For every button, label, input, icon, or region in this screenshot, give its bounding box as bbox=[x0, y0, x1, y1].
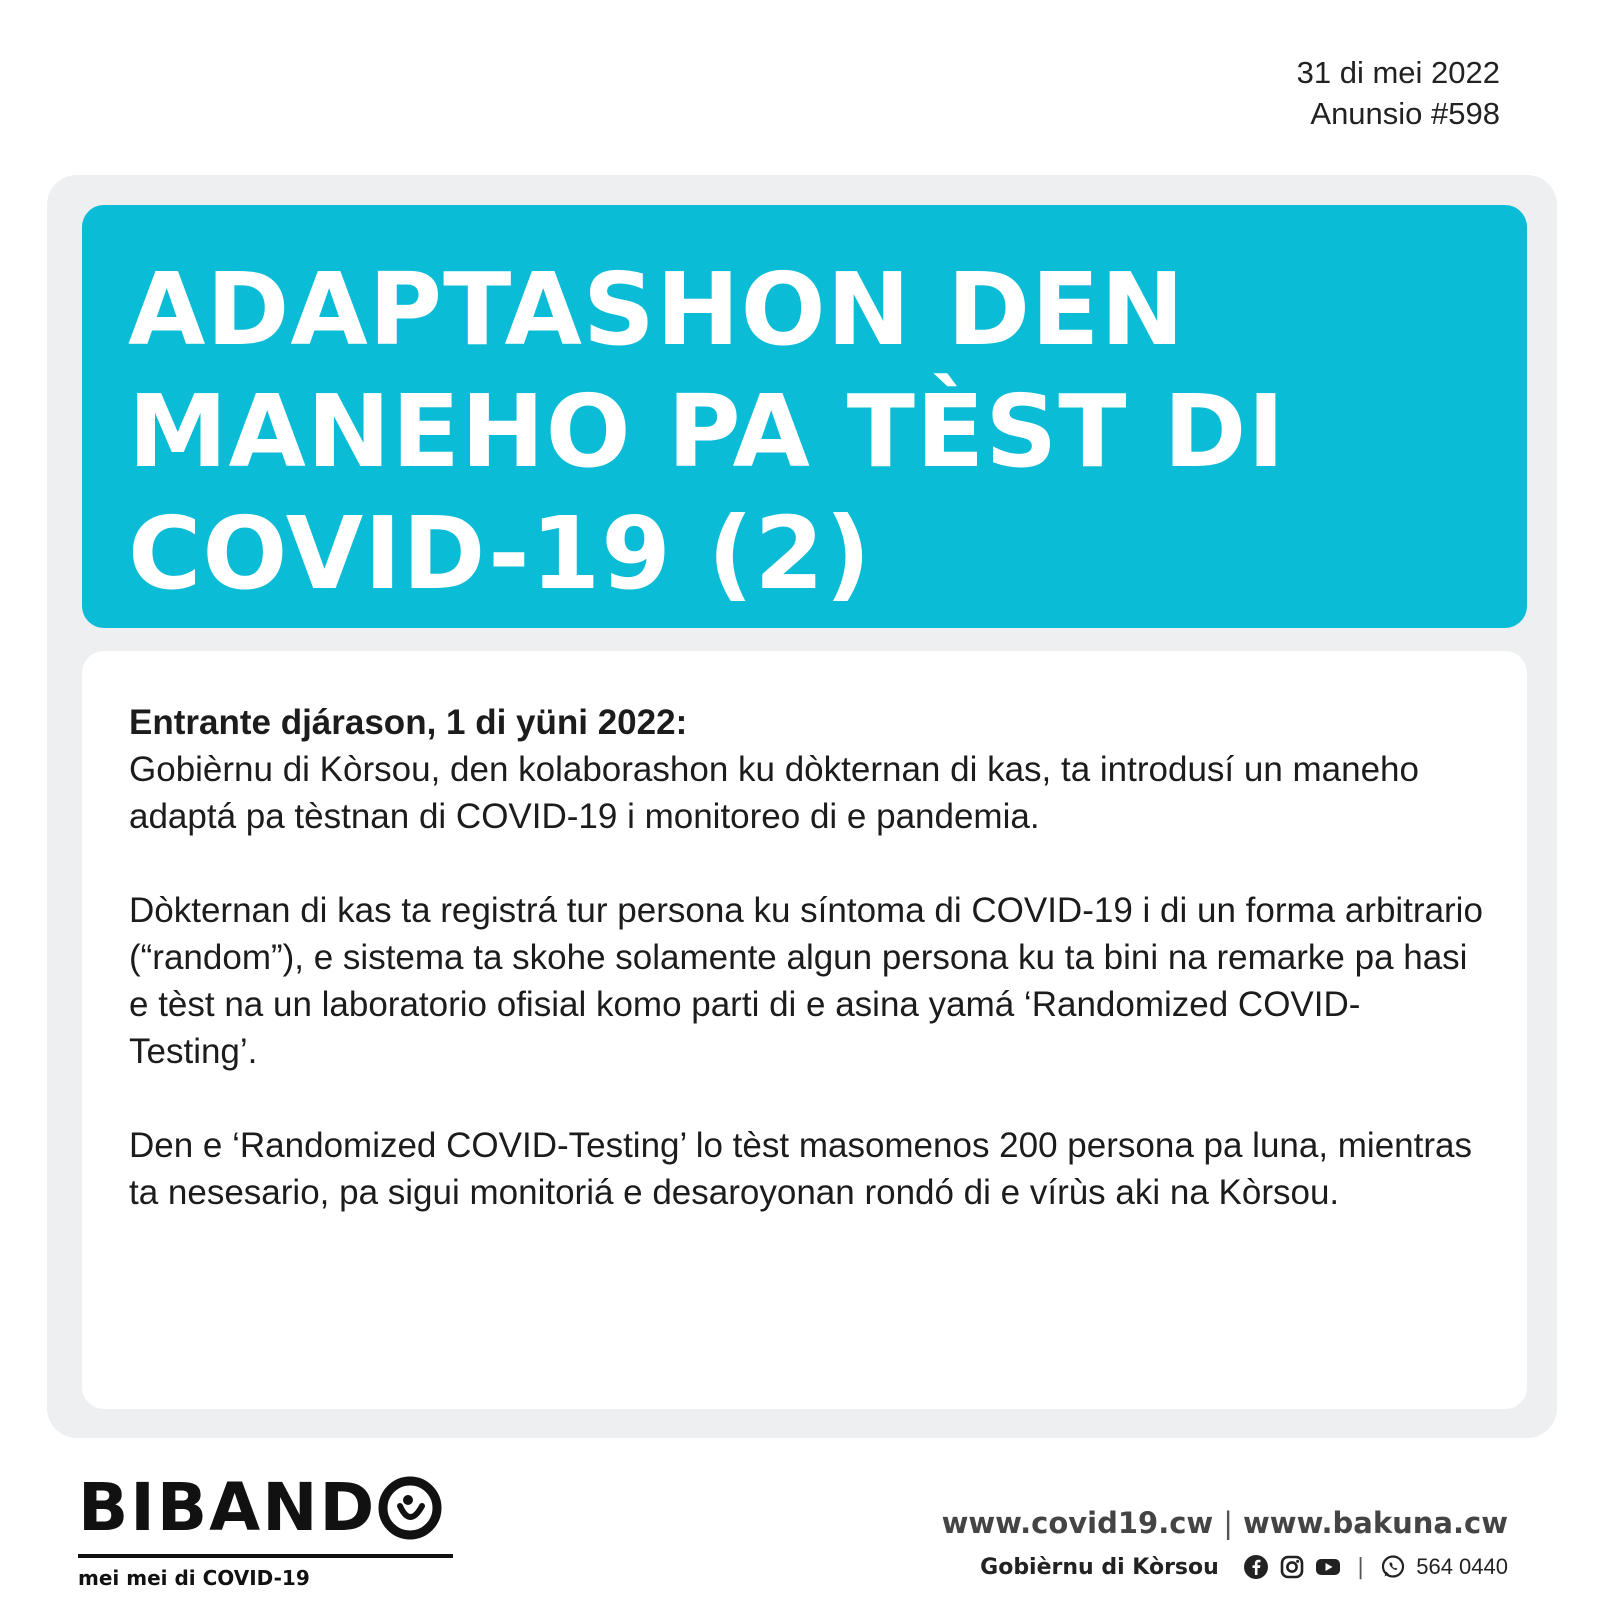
body-card bbox=[82, 651, 1527, 1409]
body-lead: Entrante djárason, 1 di yüni 2022: bbox=[129, 703, 688, 742]
bibando-logo bbox=[78, 1470, 453, 1546]
covid19-link[interactable]: www.covid19.cw bbox=[941, 1506, 1214, 1540]
bibando-brand bbox=[78, 1470, 453, 1590]
smiley-o-icon bbox=[378, 1476, 442, 1540]
instagram-icon[interactable] bbox=[1279, 1554, 1305, 1580]
title-line-1: ADAPTASHON DEN bbox=[128, 251, 1186, 368]
body-content bbox=[129, 699, 1487, 1263]
footer-links bbox=[942, 1506, 1508, 1540]
body-paragraph-3: Den e ‘Randomized COVID-Testing’ lo tèst masomenos 200 persona pa luna, mientras ta nesesario, pa sigui monitoriá e desaroyonan rondó di e vírùs aki na Kòrsou. bbox=[129, 1126, 1472, 1212]
title-line-3: COVID-19 (2) bbox=[128, 495, 872, 612]
link-separator: | bbox=[1223, 1506, 1233, 1540]
brand-divider bbox=[78, 1554, 453, 1558]
title-line-2: MANEHO PA TÈST DI bbox=[128, 373, 1286, 490]
contact-separator: | bbox=[1356, 1554, 1365, 1580]
bakuna-link[interactable]: www.bakuna.cw bbox=[1242, 1506, 1508, 1540]
logo-text: BIBAND bbox=[78, 1469, 377, 1546]
announcement-meta bbox=[1297, 52, 1500, 134]
facebook-icon[interactable] bbox=[1243, 1554, 1269, 1580]
phone-number[interactable]: 564 0440 bbox=[1416, 1554, 1508, 1579]
footer-contacts bbox=[942, 1506, 1508, 1580]
announcement-number: Anunsio #598 bbox=[1310, 96, 1500, 131]
government-name: Gobièrnu di Kòrsou bbox=[980, 1554, 1219, 1580]
youtube-icon[interactable] bbox=[1315, 1554, 1341, 1580]
title-banner bbox=[82, 205, 1527, 628]
government-line bbox=[942, 1554, 1508, 1580]
body-paragraph-2: Dòkternan di kas ta registrá tur persona ku síntoma di COVID-19 i di un forma arbitrario (“random”), e sistema ta skohe solamente algun persona ku ta bini na remarke pa hasi e tèst na un laboratorio ofisial komo parti di e asina yamá ‘Randomized COVID-Testing’. bbox=[129, 891, 1483, 1071]
body-paragraph-1: Gobièrnu di Kòrsou, den kolaborashon ku dòkternan di kas, ta introdusí un maneho adaptá pa tèstnan di COVID-19 i monitoreo di e pandemia. bbox=[129, 750, 1419, 836]
whatsapp-icon[interactable] bbox=[1380, 1554, 1406, 1580]
brand-tagline: mei mei di COVID-19 bbox=[78, 1566, 310, 1590]
page-title bbox=[128, 249, 1487, 615]
announcement-date: 31 di mei 2022 bbox=[1296, 55, 1500, 90]
